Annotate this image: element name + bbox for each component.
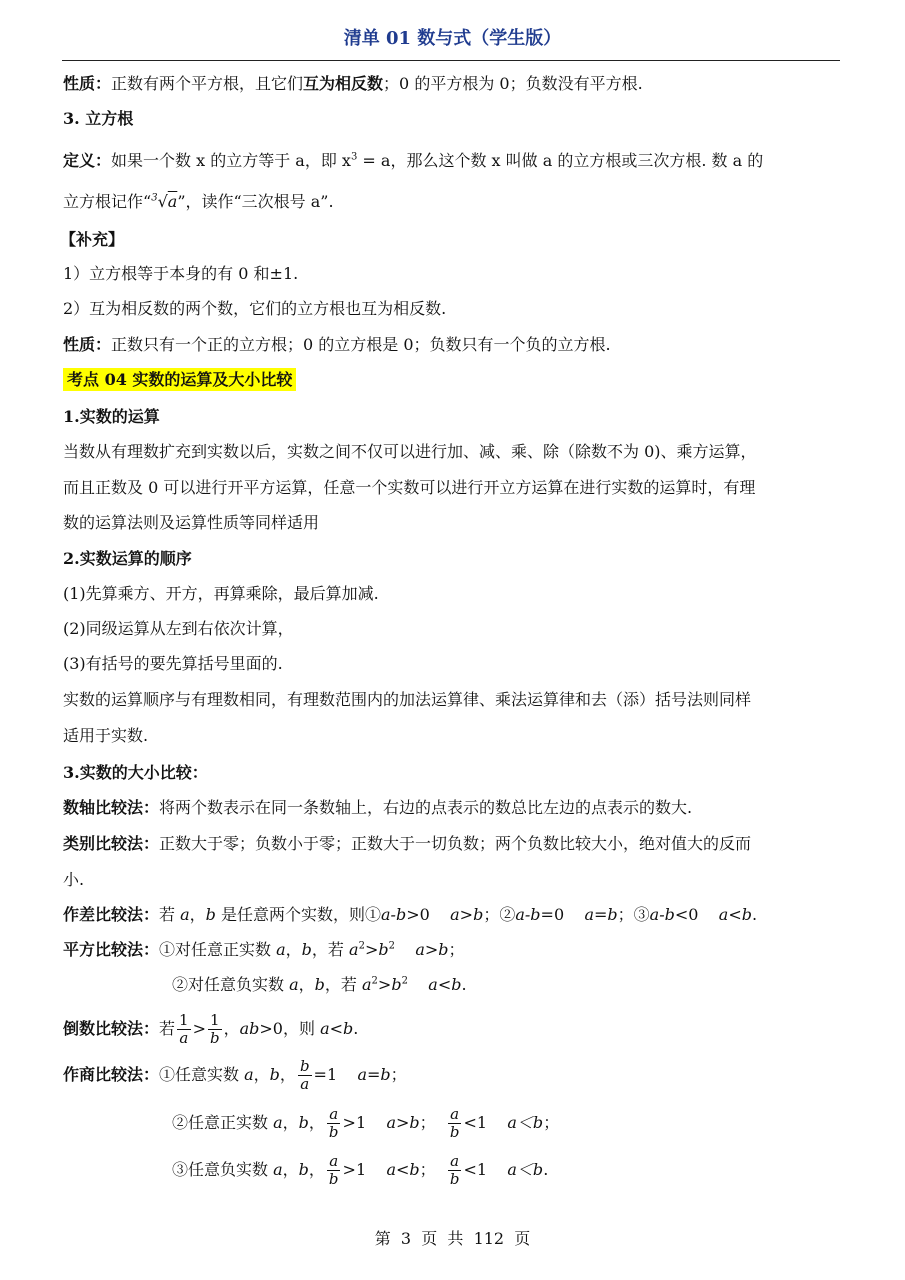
supplement-title: 【补充】	[60, 230, 125, 249]
page-footer: 第 3 页 共 112 页	[374, 1229, 531, 1248]
cube-root-property-text: 正数只有一个正的立方根；0 的立方根是 0；负数只有一个负的立方根.	[111, 335, 611, 354]
diff-text-pre: 若	[159, 905, 181, 924]
square-l1-b: b	[378, 940, 389, 959]
square-l1-semi: ；	[448, 940, 465, 959]
reciprocal-frac-1-over-b	[208, 1012, 222, 1047]
cube-root-property-label: 性质：	[63, 335, 112, 354]
reciprocal-result: a<b	[320, 1019, 354, 1038]
quotient-l3-result-1: a<b	[386, 1160, 420, 1179]
diff-case2-rel: =0	[540, 905, 585, 924]
cube-root-definition-line1	[63, 150, 763, 172]
cube-root-def-post: = a，那么这个数 x 叫做 a 的立方根或三次方根. 数 a 的	[357, 151, 764, 170]
operations-line-1: 当数从有理数扩充到实数以后，实数之间不仅可以进行加、减、乘、除（除数不为 0)、乘方运算，	[63, 442, 757, 461]
frac-num: a	[329, 1152, 339, 1170]
diff-var-a: a	[180, 905, 190, 924]
quotient-l2-comma: ，	[282, 1113, 299, 1132]
diff-case3-result: a<b	[718, 905, 752, 924]
quotient-method-line3	[172, 1153, 548, 1188]
order-heading: 2.实数运算的顺序	[63, 549, 192, 568]
cube-root-property	[63, 334, 611, 356]
category-method	[63, 833, 751, 855]
quotient-l2-result-2: a＜b	[507, 1113, 544, 1132]
quotient-l2-rel-2: <1	[463, 1113, 508, 1132]
order-note-2: 适用于实数.	[63, 726, 149, 745]
reciprocal-label: 倒数比较法：	[63, 1019, 160, 1038]
square-l2-result: a<b	[428, 975, 462, 994]
quotient-l1-var-a: a	[244, 1065, 254, 1084]
diff-case1-result: a>b	[450, 905, 484, 924]
cube-root-symbol	[151, 192, 177, 211]
reciprocal-cond: ab	[239, 1019, 260, 1038]
quotient-l3-rel-1: >1	[342, 1160, 387, 1179]
quotient-l2-frac-1	[327, 1106, 341, 1141]
order-note-1: 实数的运算顺序与有理数相同，有理数范围内的加法运算律、乘法运算律和去（添）括号法则同样	[63, 690, 752, 709]
square-l2-a: a	[362, 975, 372, 994]
quotient-l1-comma2: ，	[279, 1065, 296, 1084]
square-l1-result: a>b	[415, 940, 449, 959]
diff-case3-expr: a-b	[649, 905, 675, 924]
reciprocal-dot: .	[353, 1019, 359, 1038]
diff-sep1: ；②	[483, 905, 516, 924]
cube-root-def-sup: 3	[350, 151, 358, 163]
sq-root-property-bold: 互为相反数	[303, 74, 384, 93]
square-l2-exp-b: 2	[401, 975, 408, 987]
category-label: 类别比较法：	[63, 834, 160, 853]
kaodian-heading	[63, 369, 296, 391]
quotient-method-line1	[63, 1058, 407, 1093]
quotient-l3-result-2: a＜b	[507, 1160, 544, 1179]
diff-case3-rel: <0	[674, 905, 719, 924]
reciprocal-frac-1-over-a	[177, 1012, 191, 1047]
numberline-method	[63, 797, 692, 819]
quotient-l1-var-b: b	[269, 1065, 280, 1084]
frac-num: 1	[210, 1011, 220, 1029]
cube-root-var: a	[167, 192, 178, 211]
cube-root-heading: 3. 立方根	[63, 109, 134, 128]
quotient-l3-semi: ；	[419, 1160, 436, 1179]
square-l1-gt: >	[364, 940, 379, 959]
cube-root-def-line2-post: ”，读作“三次根号 a”.	[177, 192, 334, 211]
compare-heading: 3.实数的大小比较：	[63, 763, 208, 782]
header-rule	[62, 60, 840, 61]
square-label: 平方比较法：	[63, 940, 160, 959]
square-l1-var-a: a	[276, 940, 286, 959]
square-l2-b: b	[391, 975, 402, 994]
diff-var-b: b	[205, 905, 216, 924]
quotient-l3-var-a: a	[273, 1160, 283, 1179]
reciprocal-method	[63, 1012, 358, 1047]
square-l1-a: a	[349, 940, 359, 959]
quotient-l2-comma2: ，	[308, 1113, 325, 1132]
square-l1-comma: ，	[285, 940, 302, 959]
cube-root-definition-line2	[63, 191, 334, 213]
frac-num: a	[329, 1105, 339, 1123]
frac-num: a	[450, 1152, 460, 1170]
quotient-l3-frac-1	[327, 1153, 341, 1188]
square-l2-comma: ，	[298, 975, 315, 994]
quotient-l2-semi-1: ；	[419, 1113, 436, 1132]
quotient-method-line2	[172, 1106, 559, 1141]
order-item-3: (3)有括号的要先算括号里面的.	[63, 654, 283, 673]
quotient-l3-dot: .	[543, 1160, 549, 1179]
quotient-l2-rel-1: >1	[342, 1113, 387, 1132]
quotient-label: 作商比较法：	[63, 1065, 160, 1084]
reciprocal-gt: >	[192, 1019, 206, 1038]
quotient-l3-comma2: ，	[308, 1160, 325, 1179]
supplement-item-2: 2）互为相反数的两个数，它们的立方根也互为相反数.	[63, 299, 447, 318]
frac-num: b	[299, 1057, 310, 1075]
square-l2-gt: >	[377, 975, 392, 994]
order-item-2: (2)同级运算从左到右依次计算，	[63, 619, 294, 638]
square-l1-var-b: b	[301, 940, 312, 959]
square-l2-if: ，若	[324, 975, 362, 994]
quotient-l3-rel-2: <1	[463, 1160, 508, 1179]
diff-comma: ，	[189, 905, 206, 924]
reciprocal-pre: 若	[159, 1019, 176, 1038]
square-l1-if: ，若	[311, 940, 350, 959]
quotient-l1-pre: ①任意实数	[159, 1065, 245, 1084]
diff-case2-result: a=b	[584, 905, 618, 924]
diff-case1-rel: >0	[406, 905, 451, 924]
sq-root-property-label: 性质：	[63, 74, 112, 93]
square-method-line1	[63, 939, 465, 961]
quotient-l2-result-1: a>b	[386, 1113, 420, 1132]
quotient-l2-var-b: b	[298, 1113, 309, 1132]
diff-sep2: ；③	[617, 905, 650, 924]
frac-den: b	[449, 1170, 460, 1188]
numberline-label: 数轴比较法：	[63, 798, 160, 817]
frac-den: b	[328, 1123, 339, 1141]
frac-den: b	[449, 1123, 460, 1141]
square-method-line2	[172, 974, 467, 996]
diff-end: .	[751, 905, 758, 924]
quotient-l3-comma: ，	[282, 1160, 299, 1179]
square-l2-exp-a: 2	[371, 975, 378, 987]
reciprocal-cond-rel: >0，则	[259, 1019, 321, 1038]
cube-root-def-pre: 如果一个数 x 的立方等于 a，即 x	[111, 151, 351, 170]
quotient-l1-comma: ，	[253, 1065, 270, 1084]
square-l1-exp-b: 2	[388, 940, 395, 952]
diff-case1-expr: a-b	[381, 905, 407, 924]
cube-root-def-label: 定义：	[63, 151, 112, 170]
square-l1-pre: ①对任意正实数	[159, 940, 277, 959]
frac-den: b	[328, 1170, 339, 1188]
frac-num: 1	[179, 1011, 189, 1029]
category-text: 正数大于零；负数小于零；正数大于一切负数；两个负数比较大小，绝对值大的反而	[159, 834, 752, 853]
square-l2-var-b: b	[314, 975, 325, 994]
square-l1-exp-a: 2	[358, 940, 365, 952]
frac-den: a	[179, 1029, 189, 1047]
square-l2-var-a: a	[289, 975, 299, 994]
quotient-l1-result: a=b	[357, 1065, 391, 1084]
quotient-l2-frac-2	[448, 1106, 462, 1141]
difference-method	[63, 904, 757, 926]
numberline-text: 将两个数表示在同一条数轴上，右边的点表示的数总比左边的点表示的数大.	[159, 798, 693, 817]
operations-heading: 1.实数的运算	[63, 407, 160, 426]
cube-root-index: 3	[151, 192, 158, 204]
order-item-1: (1)先算乘方、开方，再算乘除，最后算加减.	[63, 584, 379, 603]
sq-root-property-post: ；0 的平方根为 0；负数没有平方根.	[383, 74, 643, 93]
quotient-l3-pre: ③任意负实数	[172, 1160, 274, 1179]
frac-num: a	[450, 1105, 460, 1123]
supplement-item-1: 1）立方根等于本身的有 0 和±1.	[63, 264, 299, 283]
diff-text-mid: 是任意两个实数，则①	[215, 905, 382, 924]
cube-root-radical: √	[157, 192, 168, 211]
sq-root-property-pre: 正数有两个平方根，且它们	[111, 74, 304, 93]
kaodian-title: 考点 04 实数的运算及大小比较	[63, 368, 296, 391]
frac-den: a	[300, 1075, 310, 1093]
square-l2-dot: .	[461, 975, 467, 994]
difference-label: 作差比较法：	[63, 905, 160, 924]
quotient-l2-var-a: a	[273, 1113, 283, 1132]
quotient-l1-rel: =1	[313, 1065, 358, 1084]
operations-line-2: 而且正数及 0 可以进行开平方运算，任意一个实数可以进行开立方运算在进行实数的运算时，有理	[63, 478, 756, 497]
operations-line-3: 数的运算法则及运算性质等同样适用	[63, 513, 320, 532]
quotient-l2-semi-2: ；	[543, 1113, 560, 1132]
reciprocal-comma: ，	[223, 1019, 240, 1038]
quotient-l1-semi: ；	[390, 1065, 407, 1084]
diff-case2-expr: a-b	[515, 905, 541, 924]
category-text-cont: 小.	[63, 870, 85, 889]
quotient-l1-frac	[298, 1058, 312, 1093]
page-header-title: 清单 01 数与式（学生版）	[343, 28, 562, 49]
frac-den: b	[209, 1029, 220, 1047]
quotient-l3-frac-2	[448, 1153, 462, 1188]
square-l2-pre: ②对任意负实数	[172, 975, 290, 994]
quotient-l2-pre: ②任意正实数	[172, 1113, 274, 1132]
cube-root-def-line2-pre: 立方根记作“	[63, 192, 152, 211]
quotient-l3-var-b: b	[298, 1160, 309, 1179]
sq-root-property	[63, 73, 643, 95]
